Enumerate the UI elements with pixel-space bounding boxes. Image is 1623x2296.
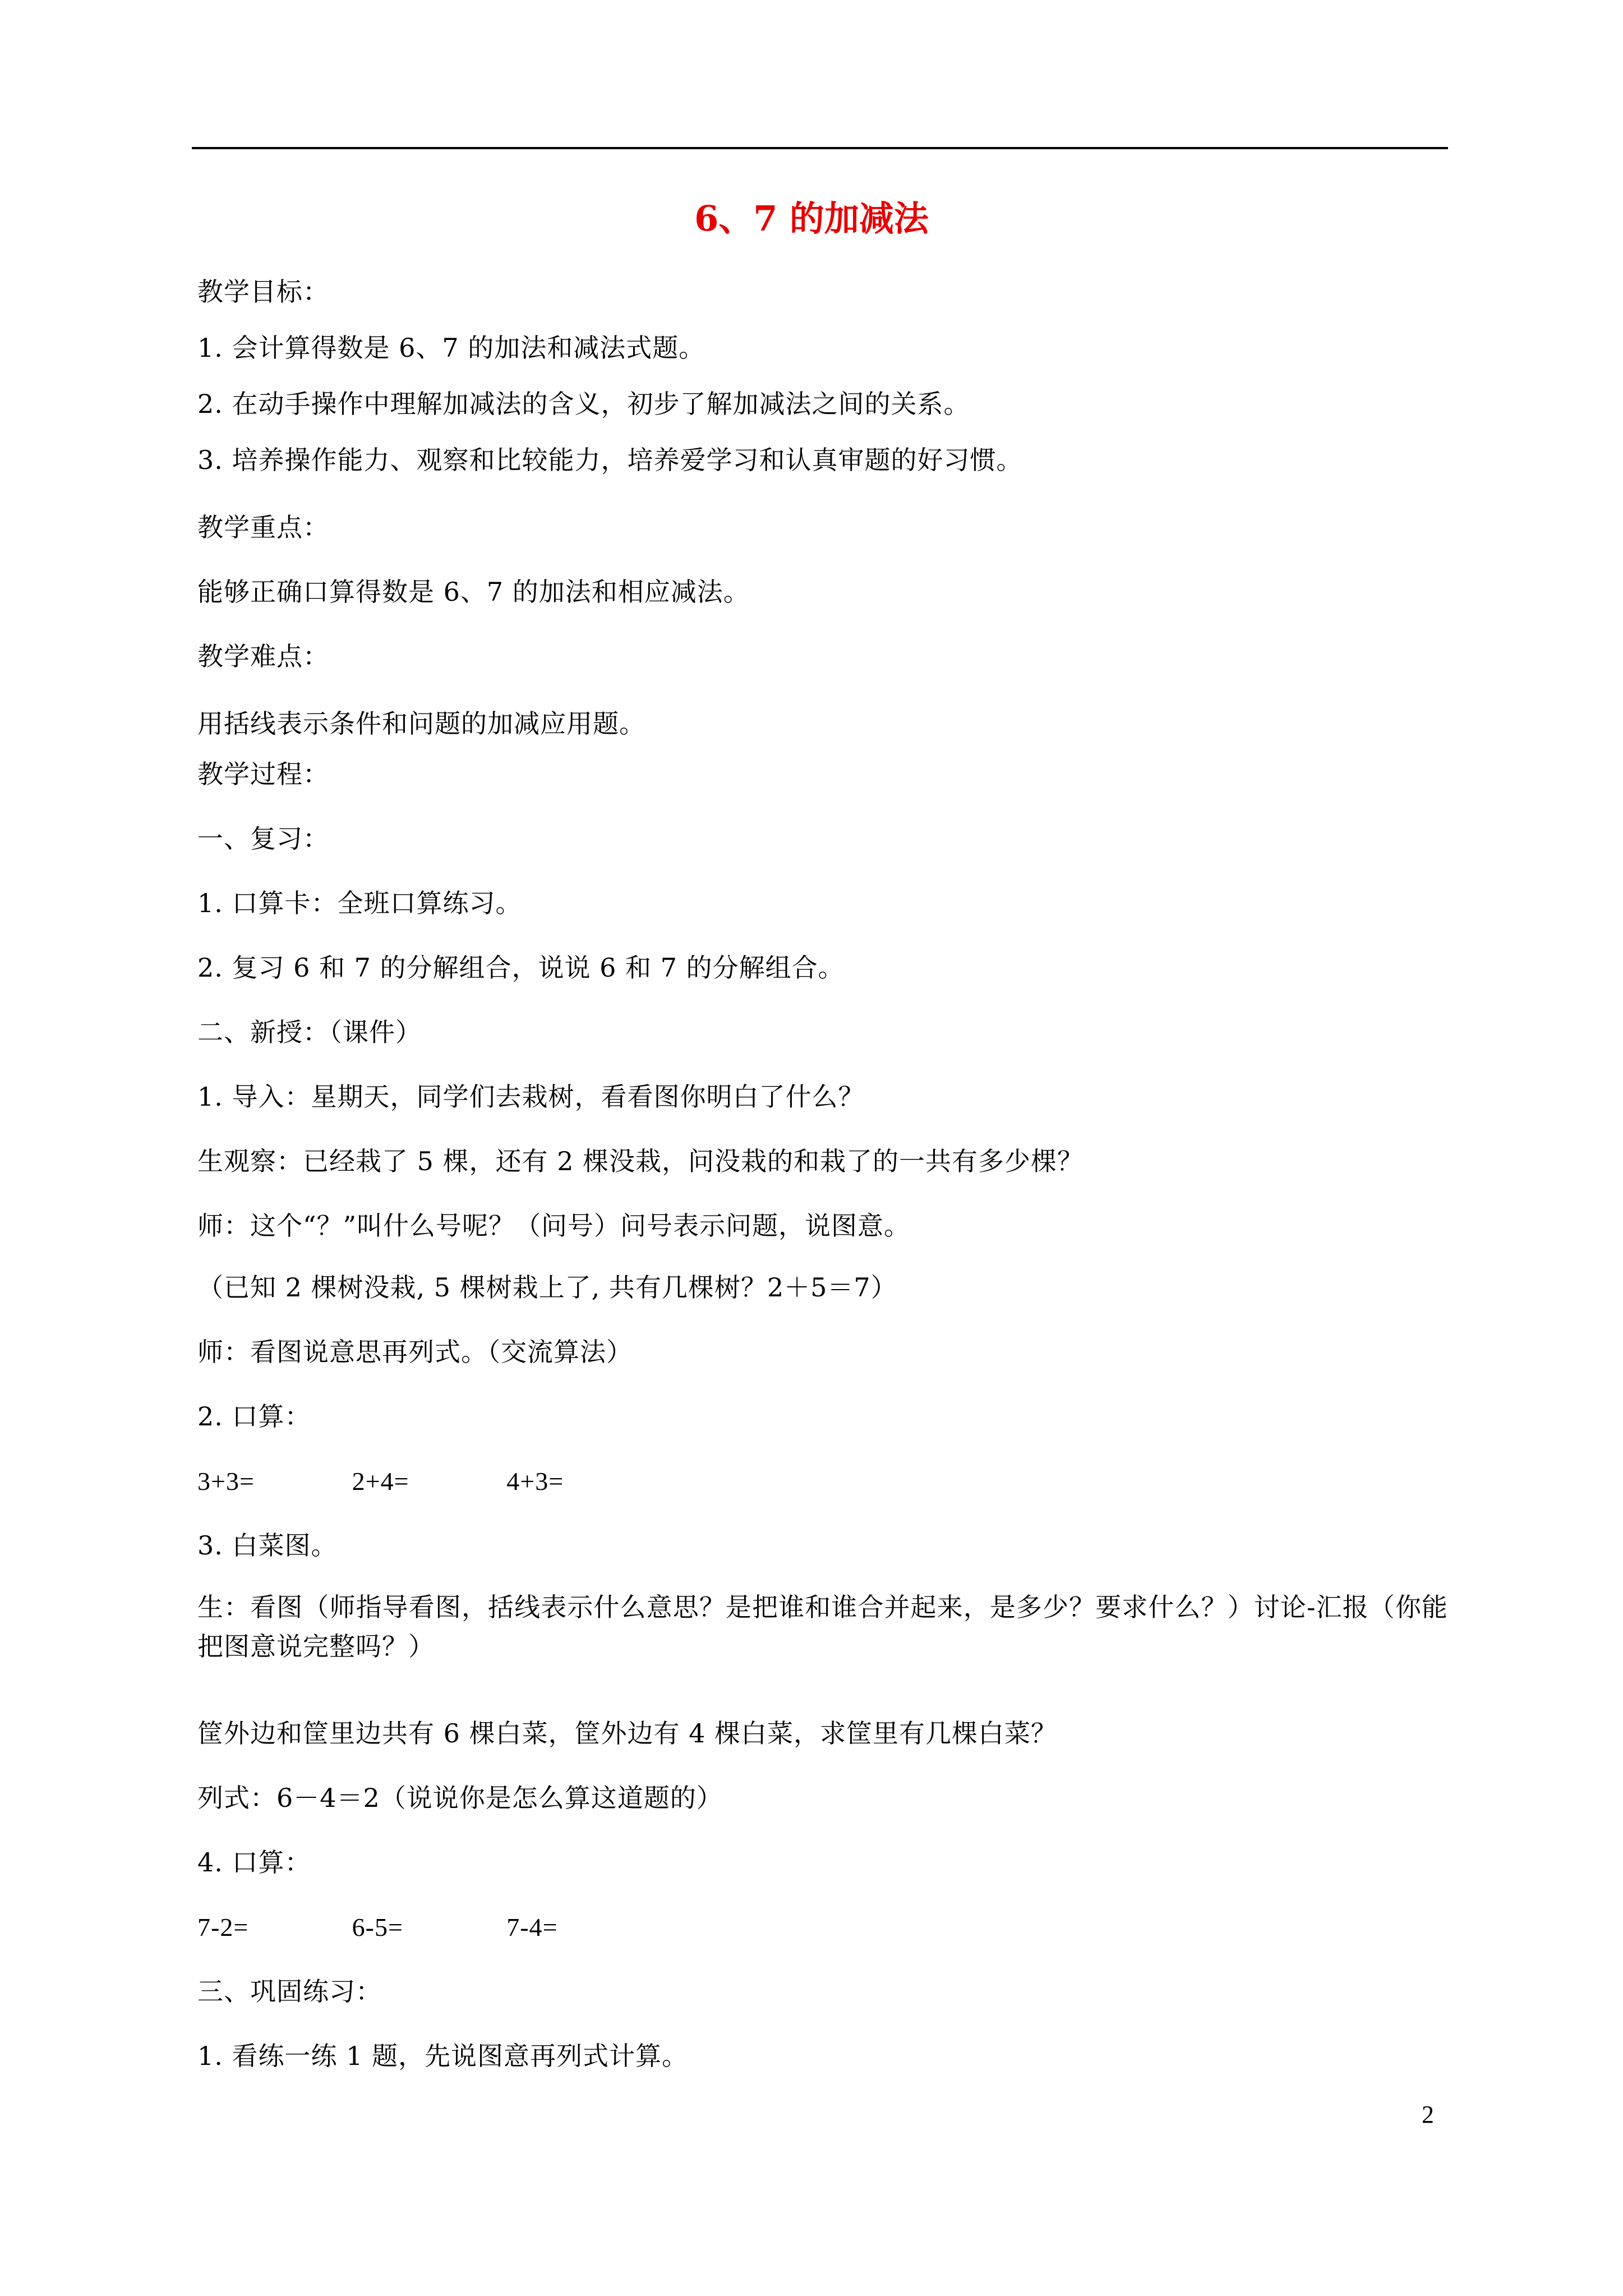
student-discussion: 生：看图（师指导看图，括线表示什么意思？是把谁和谁合并起来，是多少？要求什么？）讨论-汇报（你能把图意说完整吗？） [197, 1592, 1448, 1662]
student-observation: 生观察：已经栽了 5 棵，还有 2 棵没栽，问没栽的和栽了的一共有多少棵？ [197, 1146, 1084, 1176]
page-number: 2 [1422, 2101, 1434, 2128]
equation: 2+4= [352, 1467, 409, 1496]
part-three-heading: 三、巩固练习： [197, 1976, 382, 2007]
equation: 7-4= [506, 1913, 558, 1941]
part-one-heading: 一、复习： [197, 823, 329, 854]
oral-calc-row-2 [197, 1907, 652, 1947]
section-heading-key-points: 教学重点： [197, 512, 329, 542]
equation-statement: 列式：6－4＝2（说说你是怎么算这道题的） [197, 1783, 723, 1813]
document-title: 6、7 的加减法 [694, 198, 929, 239]
review-item-1: 1. 口算卡：全班口算练习。 [197, 888, 522, 918]
equation: 3+3= [197, 1467, 255, 1496]
objective-1: 1. 会计算得数是 6、7 的加法和减法式题。 [197, 333, 706, 363]
new-lesson-item-3: 3. 白菜图。 [197, 1530, 338, 1561]
difficulty-text: 用括线表示条件和问题的加减应用题。 [197, 708, 645, 739]
new-lesson-item-4: 4. 口算： [197, 1847, 311, 1878]
new-lesson-item-1: 1. 导入：星期天，同学们去栽树，看看图你明白了什么？ [197, 1082, 865, 1112]
equation: 7-2= [197, 1913, 249, 1941]
header-rule [192, 147, 1448, 149]
review-item-2: 2. 复习 6 和 7 的分解组合，说说 6 和 7 的分解组合。 [197, 953, 845, 983]
equation: 4+3= [506, 1467, 564, 1496]
part-two-heading: 二、新授：（课件） [197, 1017, 422, 1047]
teacher-question: 师：这个“？”叫什么号呢？（问号）问号表示问题，说图意。 [197, 1211, 911, 1241]
practice-item-1: 1. 看练一练 1 题，先说图意再列式计算。 [197, 2041, 689, 2071]
section-heading-process: 教学过程： [197, 759, 329, 789]
new-lesson-item-2: 2. 口算： [197, 1401, 311, 1432]
equation: 6-5= [352, 1913, 403, 1941]
objective-2: 2. 在动手操作中理解加减法的含义，初步了解加减法之间的关系。 [197, 389, 970, 419]
known-conditions: （已知 2 棵树没栽, 5 棵树栽上了, 共有几棵树？2＋5＝7） [197, 1272, 897, 1303]
cabbage-problem: 筐外边和筐里边共有 6 棵白菜，筐外边有 4 棵白菜，求筐里有几棵白菜？ [197, 1718, 1058, 1749]
section-heading-objectives: 教学目标： [197, 277, 329, 307]
oral-calc-row-1 [197, 1461, 652, 1501]
teacher-instruction: 师：看图说意思再列式。（交流算法） [197, 1337, 633, 1367]
objective-3: 3. 培养操作能力、观察和比较能力，培养爱学习和认真审题的好习惯。 [197, 445, 1023, 475]
key-point-text: 能够正确口算得数是 6、7 的加法和相应减法。 [197, 577, 750, 607]
section-heading-difficulties: 教学难点： [197, 641, 329, 671]
